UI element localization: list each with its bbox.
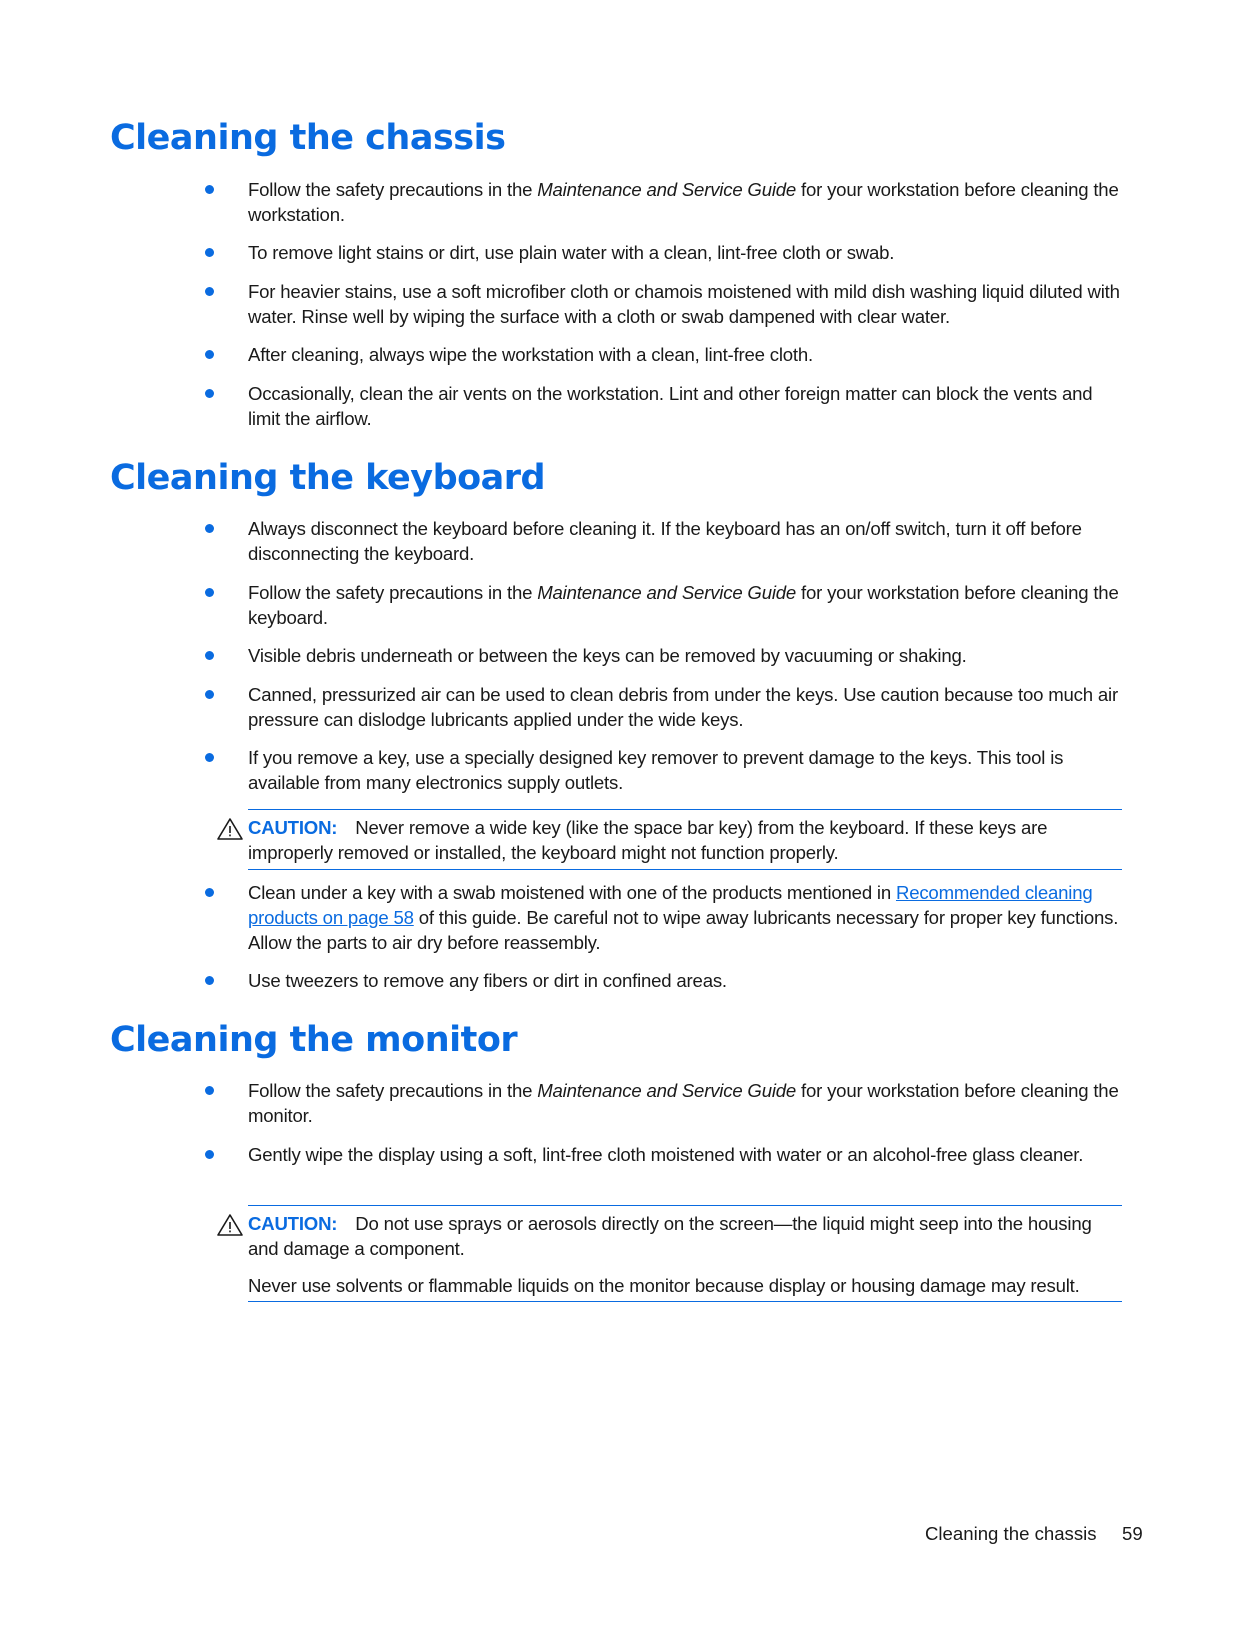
list-item: For heavier stains, use a soft microfiber cloth or chamois moistened with mild dish washing liquid diluted with water. Rinse well by wiping the surface with a cloth or swab dampened with clear water. [0,279,1122,329]
bullet-icon [205,588,214,597]
heading-cleaning-keyboard: Cleaning the keyboard [110,458,546,498]
list-item: Canned, pressurized air can be used to clean debris from under the keys. Use caution because too much air pressure can dislodge lubricants applied under the wide keys. [0,682,1122,732]
list-item: Clean under a key with a swab moistened with one of the products mentioned in Recommended cleaning products on page 58 of this guide. Be careful not to wipe away lubricants necessary for proper key functions. Allow the parts to air dry before reassembly. [0,880,1122,955]
warning-triangle-icon [216,1213,244,1237]
bullet-icon [205,888,214,897]
bullet-icon [205,350,214,359]
bullet-icon [205,651,214,660]
bullet-icon [205,248,214,257]
list-item: Follow the safety precautions in the Maintenance and Service Guide for your workstation before cleaning the keyboard. [0,580,1122,630]
list-item: After cleaning, always wipe the workstation with a clean, lint-free cloth. [0,342,1122,367]
list-item: Occasionally, clean the air vents on the workstation. Lint and other foreign matter can block the vents and limit the airflow. [0,381,1122,431]
bullet-icon [205,976,214,985]
keyboard-list-continued [0,880,1239,993]
bullet-icon [205,287,214,296]
bullet-icon [205,690,214,699]
guide-title: Maintenance and Service Guide [537,179,797,200]
caution-text: Do not use sprays or aerosols directly on the screen—the liquid might seep into the housing and damage a component. [248,1213,1092,1259]
caution-label: CAUTION: [248,817,338,838]
chassis-list [0,177,1239,431]
caution-box-keyboard [248,809,1122,870]
list-item: Visible debris underneath or between the keys can be removed by vacuuming or shaking. [0,643,1122,668]
page-number: 59 [1122,1523,1143,1544]
heading-cleaning-chassis: Cleaning the chassis [110,118,506,158]
caution-box-monitor [248,1205,1122,1302]
heading-cleaning-monitor: Cleaning the monitor [110,1020,518,1060]
list-item: Follow the safety precautions in the Maintenance and Service Guide for your workstation before cleaning the workstation. [0,177,1122,227]
list-item: Always disconnect the keyboard before cleaning it. If the keyboard has an on/off switch, turn it off before disconnecting the keyboard. [0,516,1122,566]
keyboard-list [0,516,1239,795]
list-item: Gently wipe the display using a soft, lint-free cloth moistened with water or an alcohol-free glass cleaner. [0,1142,1122,1167]
guide-title: Maintenance and Service Guide [537,1080,797,1101]
list-item: Follow the safety precautions in the Maintenance and Service Guide for your workstation before cleaning the monitor. [0,1078,1122,1128]
caution-text-secondary: Never use solvents or flammable liquids on the monitor because display or housing damage may result. [248,1275,1080,1296]
bullet-icon [205,524,214,533]
warning-triangle-icon [216,817,244,841]
footer-section-title: Cleaning the chassis [925,1523,1097,1544]
bullet-icon [205,753,214,762]
caution-label: CAUTION: [248,1213,338,1234]
bullet-icon [205,1086,214,1095]
bullet-icon [205,1150,214,1159]
list-item: To remove light stains or dirt, use plain water with a clean, lint-free cloth or swab. [0,240,1122,265]
list-item: Use tweezers to remove any fibers or dirt in confined areas. [0,968,1122,993]
bullet-icon [205,185,214,194]
caution-text: Never remove a wide key (like the space bar key) from the keyboard. If these keys are improperly removed or installed, the keyboard might not function properly. [248,817,1048,863]
guide-title: Maintenance and Service Guide [537,582,797,603]
bullet-icon [205,389,214,398]
list-item: If you remove a key, use a specially designed key remover to prevent damage to the keys. This tool is available from many electronics supply outlets. [0,745,1122,795]
monitor-list [0,1078,1239,1167]
recommended-cleaning-products-link[interactable]: Recommended cleaning products on page 58 [248,882,1093,928]
